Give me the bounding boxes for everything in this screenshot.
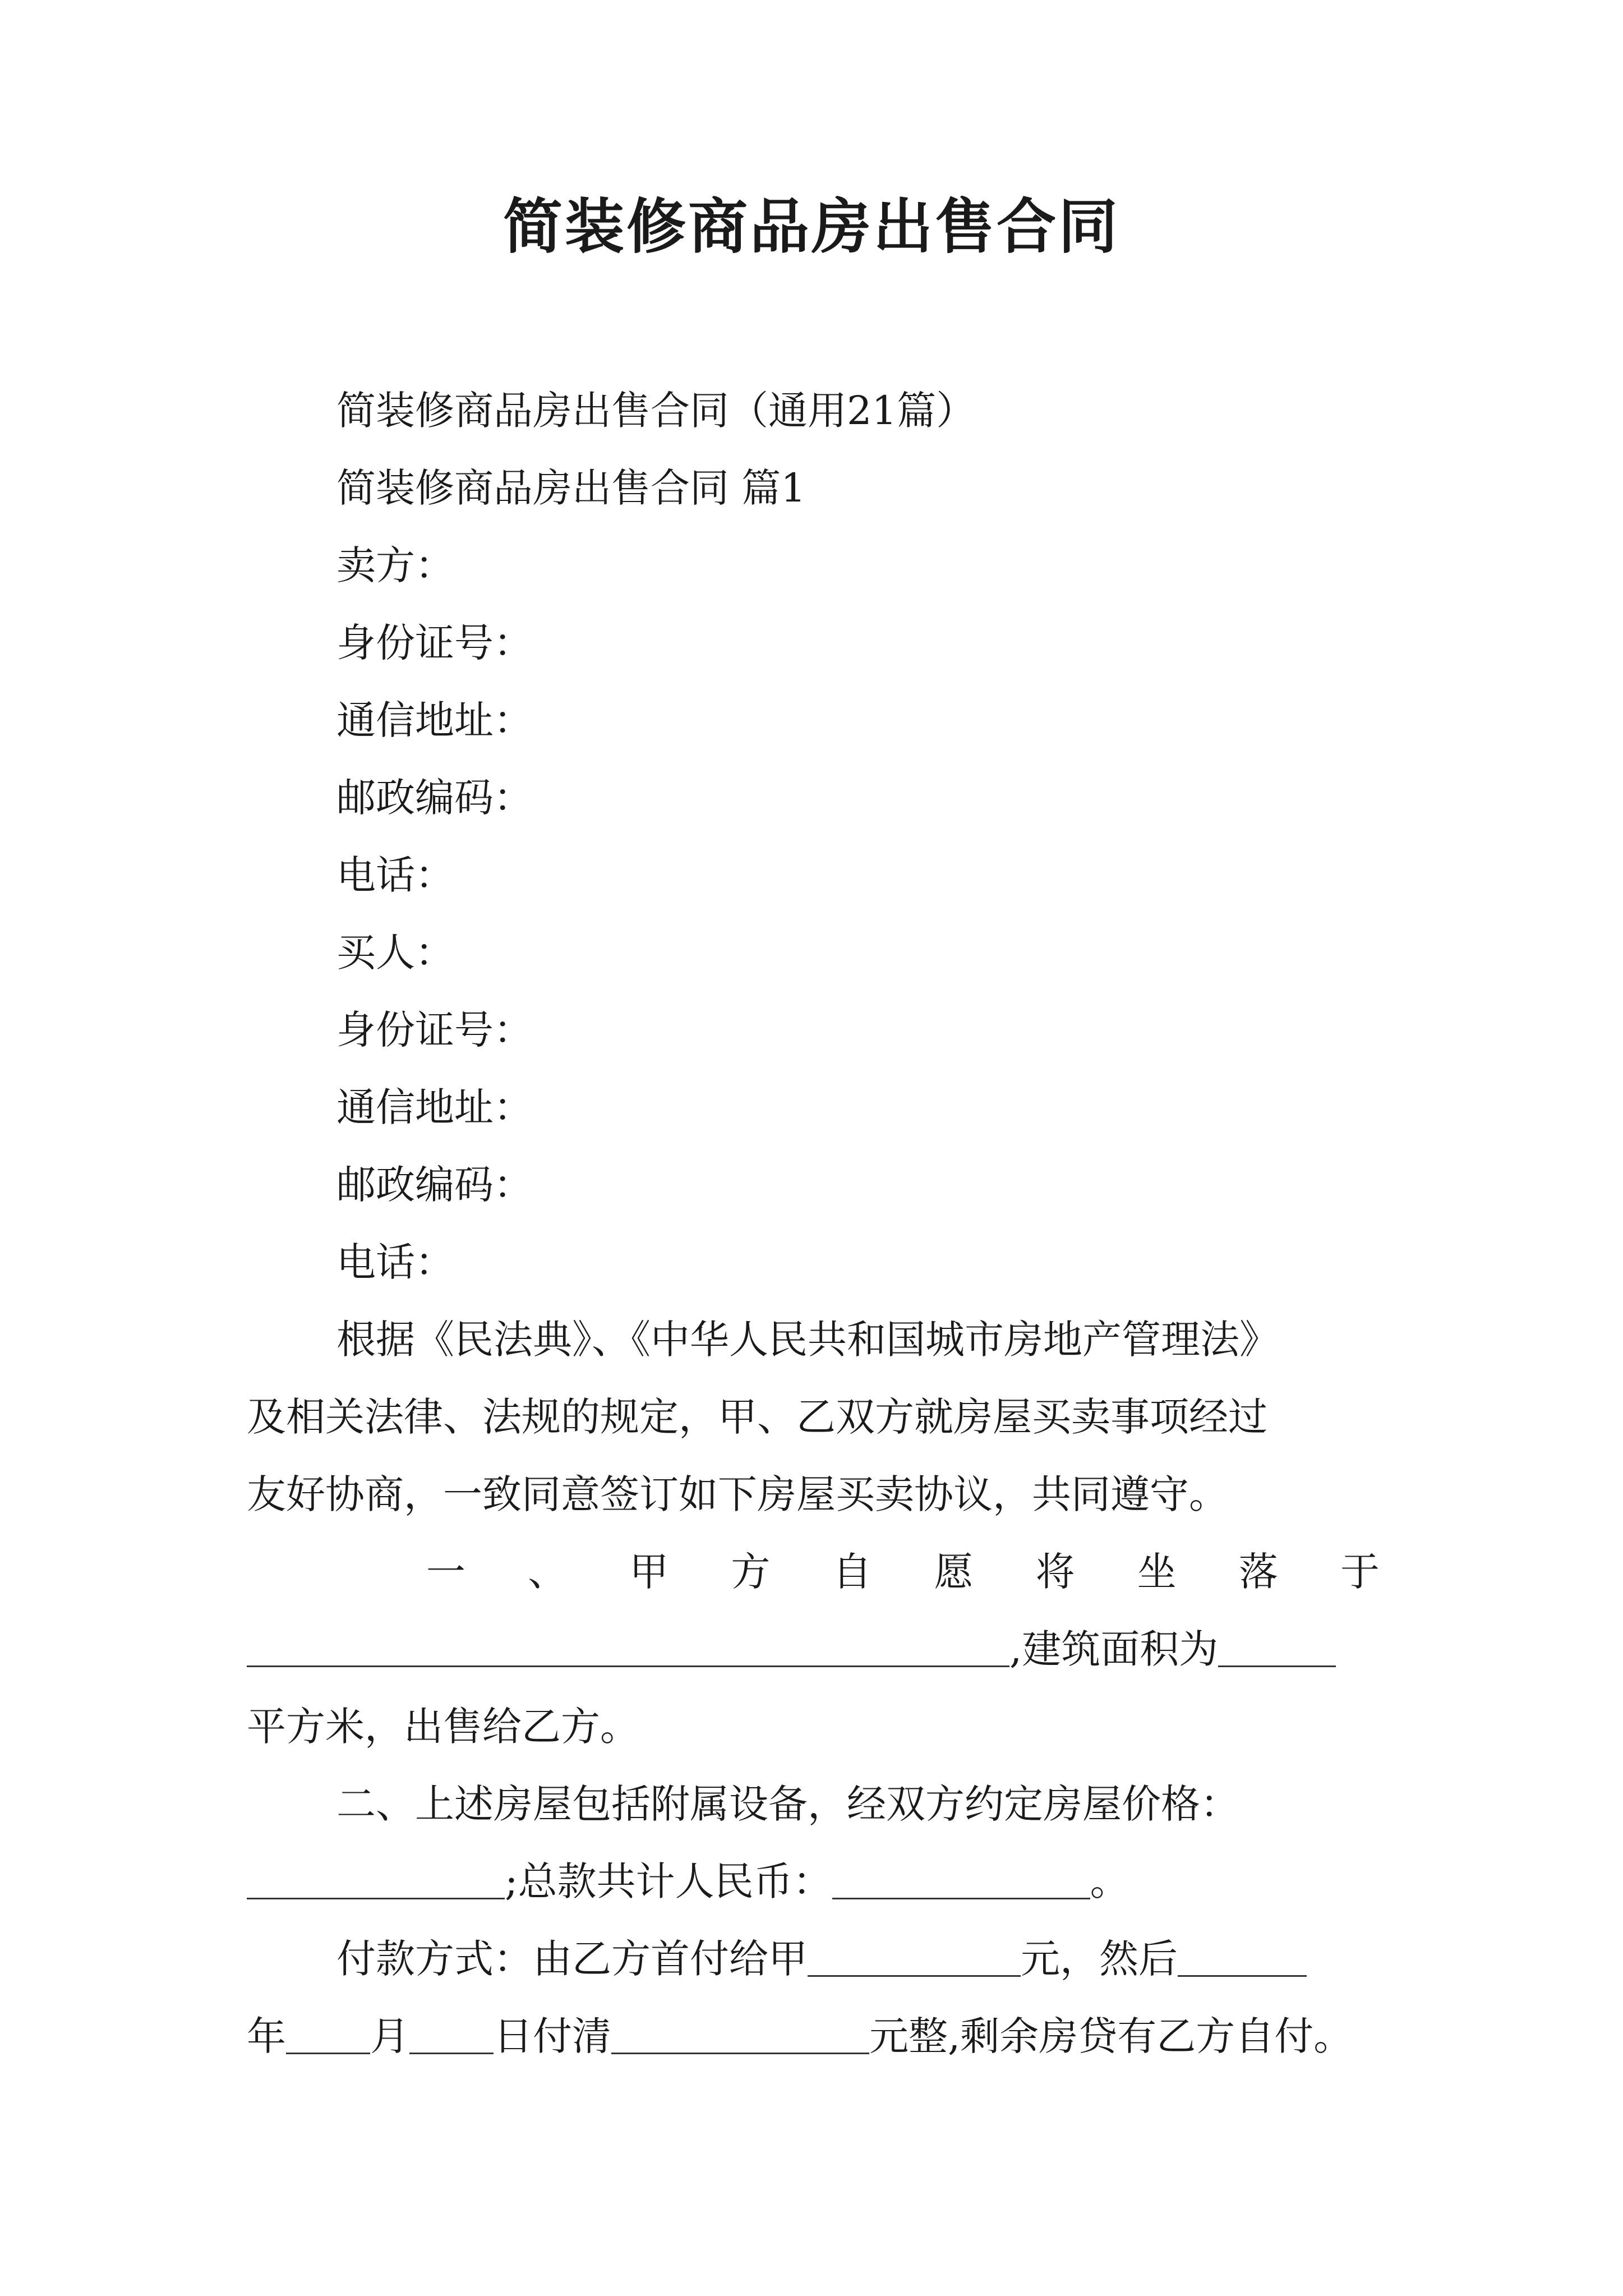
year-value-blank[interactable] [1178,1941,1307,1977]
clause-1-line-1 [426,1548,1380,1595]
location-blank[interactable] [247,1632,1009,1667]
total-blank[interactable] [832,1864,1090,1899]
buyer-address-label: 通信地址： [336,1084,533,1130]
clause-1-char: 甲 [629,1549,669,1595]
clause-1-char: 于 [1340,1549,1380,1595]
month-text: 月 [370,2013,409,2059]
subtitle: 简装修商品房出售合同（通用21篇） [336,388,976,434]
yuan-then: 元，然后 [1021,1936,1178,1982]
payment-prefix: 付款方式：由乙方首付给甲 [336,1936,808,1982]
day-paid-text: 日付清 [494,2013,611,2059]
clause-1-char: 将 [1035,1549,1075,1595]
balance-blank[interactable] [611,2019,869,2054]
down-payment-blank[interactable] [808,1941,1021,1977]
buyer-label: 买人： [336,930,454,976]
area-blank[interactable] [1218,1632,1336,1667]
payment-line-2 [247,2013,1396,2060]
clause-1-char: 方 [731,1549,771,1595]
area-text: ,建筑面积为 [1009,1626,1219,1672]
seller-postcode-label: 邮政编码： [336,775,533,821]
payment-line-1 [247,1935,1486,1982]
clause-1-char: 一 [426,1549,465,1595]
section-heading: 简装修商品房出售合同 篇1 [336,465,806,511]
seller-phone-label: 电话： [336,852,454,898]
page-title: 简装修商品房出售合同 [503,191,1120,261]
end-mark: 。 [1090,1858,1129,1904]
clause-1-char: 自 [832,1549,872,1595]
clause-2-line-1: 二、上述房屋包括附属设备，经双方约定房屋价格： [336,1781,1239,1827]
clause-1-char: 愿 [934,1549,974,1595]
clause-1-char: 、 [528,1549,568,1595]
month-blank[interactable] [286,2019,370,2054]
seller-id-label: 身份证号： [336,620,533,666]
buyer-phone-label: 电话： [336,1239,454,1285]
buyer-id-label: 身份证号： [336,1007,533,1053]
clause-1-char: 落 [1238,1549,1278,1595]
preamble-line-2: 及相关法律、法规的规定，甲、乙双方就房屋买卖事项经过 [247,1394,1267,1440]
seller-label: 卖方： [336,542,454,588]
year-text: 年 [247,2013,286,2059]
total-text: ;总款共计人民币： [505,1858,832,1904]
clause-1-line-2 [247,1626,1396,1673]
clause-2-line-2 [247,1858,1396,1905]
payment-tail: 元整,剩余房贷有乙方自付。 [869,2013,1353,2059]
buyer-postcode-label: 邮政编码： [336,1162,533,1208]
clause-1-line-3: 平方米，出售给乙方。 [247,1704,639,1750]
preamble-line-1: 根据《民法典》、《中华人民共和国城市房地产管理法》 [336,1317,1279,1363]
price-blank[interactable] [247,1864,505,1899]
day-blank[interactable] [409,2019,494,2054]
seller-address-label: 通信地址： [336,697,533,743]
preamble-line-3: 友好协商，一致同意签订如下房屋买卖协议，共同遵守。 [247,1471,1228,1517]
clause-1-char: 坐 [1137,1549,1177,1595]
